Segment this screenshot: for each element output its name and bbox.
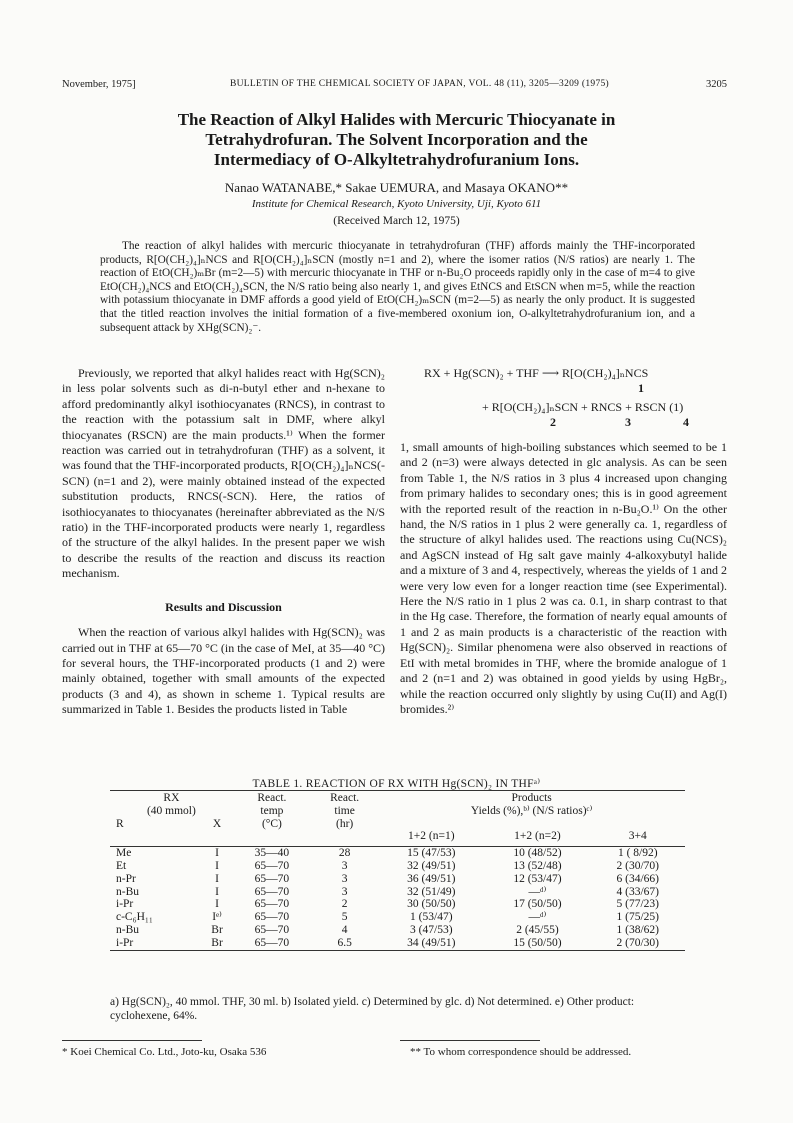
table-cell: i-Pr	[116, 936, 134, 949]
table-row	[110, 860, 685, 873]
table-row	[110, 886, 685, 899]
title-line: Intermediacy of O-Alkyltetrahydrofuranium Ions.	[213, 150, 580, 169]
intro-paragraph: Previously, we reported that alkyl halides react with Hg(SCN)₂ in less polar solvents such as di-n-butyl ether and n-hexane to afford predominantly alkyl isothiocyanates (RNCS), in contrast to the reaction with the potassium salt in DMF, where alkyl thiocyanates (RSCN) are the main products.¹⁾ When the former reaction was carried out in tetrahydrofuran (THF) as a solvent, it was found that the THF-incorporated products, R[O(CH₂)₄]ₙNCS(-SCN) (n=1 and 2), were mainly obtained instead of the expected substitution products, RNCS(-SCN). Here, the ratios of isothiocyanates to thiocyanates (hereinafter abbreviated as the N/S ratio) in the THF-incorporated products were nearly 1, regardless of the structure of the alkyl halides. In the present paper we wish to describe the results of the reaction and discuss its reaction mechanism.	[62, 366, 385, 581]
paper-title	[80, 110, 713, 170]
table-cell: 35—40	[254, 847, 290, 860]
th-yields: Yields (%),ᵇ⁾ (N/S ratios)ᶜ⁾	[470, 804, 593, 817]
table-cell: 3 (47/53)	[410, 923, 453, 936]
table-cell: 17 (50/50)	[513, 898, 562, 911]
table-cell: 32 (51/49)	[407, 885, 456, 898]
th-rx-sub: (40 mmol)	[146, 804, 196, 817]
table-row	[110, 873, 685, 886]
table-cell: Br	[211, 923, 223, 936]
table-caption: TABLE 1. REACTION OF RX WITH Hg(SCN)₂ IN THFᵃ⁾	[252, 778, 541, 790]
table-row	[110, 924, 685, 937]
table-row	[110, 911, 685, 924]
table-cell: 65—70	[254, 911, 290, 924]
table-cell: 15 (50/50)	[513, 936, 562, 949]
received-date: (Received March 12, 1975)	[333, 215, 460, 227]
th-time-2: time	[334, 804, 355, 817]
table-cell: 2	[341, 898, 348, 911]
table-cell: Iᵉ⁾	[212, 911, 222, 924]
scheme-label-1: 1	[638, 381, 644, 395]
table-cell: 4 (33/67)	[616, 885, 659, 898]
reaction-scheme	[400, 366, 727, 440]
scheme-line-2: + R[O(CH₂)₄]ₙSCN + RNCS + RSCN (1)	[482, 400, 684, 414]
th-temp-2: temp	[260, 804, 284, 817]
discussion-paragraph: 1, small amounts of high-boiling substances which seemed to be 1 and 2 (n=3) were always detected in glc analysis. As can be seen from Table 1, the N/S ratios in 3 plus 4 increased upon changing from primary halides to secondary ones; this is in good agreement with the reported result of the reaction in n-Bu₂O.¹⁾ On the other hand, the N/S ratios in 1 plus 2 were generally ca. 1, regardless of the structure of alkyl halides used. The reactions using Cu(NCS)₂ and AgSCN instead of Hg salt gave mainly 4-alkoxybutyl halide and a mixture of 3 and 4, respectively, whereas the yields of 1 and 2 were very low even for a longer reaction time (see Experimental). Here the N/S ratio in 1 plus 2 was ca. 0.1, in sharp contrast to that in the Hg case. Therefore, the formation of nearly equal amounts of 1 and 2 as main products is a characteristic of the reaction with Hg(SCN)₂. Similar phenomena were also observed in reactions of EtI with metal bromides in THF, where the bromide analogue of 1 and 2 (n=1 and 2) was obtained in good yields by using HgBr₂, while the reaction occurred only slightly by using Cu(II) and Ag(I) bromides.²⁾	[400, 440, 727, 716]
table-cell: 65—70	[254, 898, 290, 911]
table-notes: a) Hg(SCN)₂, 40 mmol. THF, 30 ml. b) Isolated yield. c) Determined by glc. d) Not determined. e) Other product: cyclohexene, 64%.	[110, 996, 635, 1022]
table-cell: 3	[341, 872, 348, 885]
table-cell: 1 (38/62)	[616, 923, 659, 936]
table-cell: 6.5	[337, 936, 352, 949]
table-cell: I	[215, 847, 219, 860]
left-column	[62, 366, 385, 718]
th-temp-3: (°C)	[261, 817, 282, 830]
table-cell: c-C₆H₁₁	[116, 911, 153, 924]
table-cell: 12 (53/47)	[513, 872, 562, 885]
scheme-label-4: 4	[683, 415, 689, 429]
table-cell: I	[215, 859, 219, 872]
table-cell: 65—70	[254, 936, 290, 949]
table-cell: Br	[211, 936, 223, 949]
header-page-number: 3205	[706, 79, 727, 90]
right-column	[400, 366, 727, 717]
table-cell: —ᵈ⁾	[528, 911, 547, 924]
table-cell: 1 ( 8/92)	[617, 847, 658, 860]
header-date: November, 1975]	[62, 79, 136, 90]
table-cell: 3	[341, 859, 348, 872]
table-cell: 65—70	[254, 872, 290, 885]
th-products: Products	[511, 792, 552, 804]
scheme-label-2: 2	[550, 415, 556, 429]
table-cell: I	[215, 885, 219, 898]
footnote-rule-right	[400, 1040, 540, 1041]
scheme-line-1: RX + Hg(SCN)₂ + THF ⟶ R[O(CH₂)₄]ₙNCS	[424, 366, 649, 380]
table-cell: 13 (52/48)	[513, 859, 562, 872]
table-cell: —ᵈ⁾	[528, 885, 547, 898]
table-row	[110, 937, 685, 950]
table-cell: 1 (53/47)	[410, 911, 453, 924]
th-r: R	[116, 817, 124, 830]
title-line: The Reaction of Alkyl Halides with Mercuric Thiocyanate in	[177, 110, 616, 129]
th-x: X	[212, 817, 222, 830]
table-cell: n-Pr	[116, 872, 136, 885]
table-header-row	[110, 830, 685, 846]
table-body	[110, 847, 685, 950]
institution: Institute for Chemical Research, Kyoto University, Uji, Kyoto 611	[251, 198, 542, 210]
table-top-rule	[110, 790, 685, 791]
title-line: Tetrahydrofuran. The Solvent Incorporation and the	[205, 130, 588, 149]
th-col-2: 1+2 (n=2)	[514, 830, 561, 843]
th-time-3: (hr)	[336, 817, 354, 830]
table-cell: 15 (47/53)	[407, 847, 456, 860]
table-cell: 5 (77/23)	[616, 898, 659, 911]
table-cell: 2 (70/30)	[616, 936, 659, 949]
th-rx: RX	[163, 792, 180, 804]
th-col-1: 1+2 (n=1)	[408, 830, 455, 843]
abstract: The reaction of alkyl halides with mercuric thiocyanate in tetrahydrofuran (THF) affords mainly the THF-incorporated products, R[O(CH₂)₄]ₙNCS and R[O(CH₂)₄]ₙSCN (mostly n=1 and 2), where the isomer ratios (N/S ratios) are nearly 1. The reaction of EtO(CH₂)ₘBr (m=2—5) with mercuric thiocyanate in THF or n-Bu₂O proceeds rapidly only in the case of m=4 to give EtO(CH₂)₄NCS and EtO(CH₂)₄SCN, the N/S ratio being also nearly 1, and gives EtNCS and EtSCN when m=5, while the reaction with potassium thiocyanate in DMF affords a good yield of EtO(CH₂)ₘSCN (m=2—5) as nearly the only product. It is suggested that the titled reaction involves the initial formation of a five-membered oxonium ion, O-alkyltetrahydrofuranium ion, and a subsequent attack by XHg(SCN)₂⁻.	[100, 240, 695, 334]
authors: Nanao WATANABE,* Sakae UEMURA, and Masaya OKANO**	[224, 180, 569, 195]
table-cell: 65—70	[254, 923, 290, 936]
table-cell: I	[215, 872, 219, 885]
table-cell: 5	[341, 911, 348, 924]
th-time: React.	[330, 792, 360, 804]
th-col-3: 3+4	[628, 830, 647, 843]
table-row	[110, 898, 685, 911]
table-cell: n-Bu	[116, 923, 139, 936]
table-cell: Me	[116, 847, 132, 860]
table-cell: 32 (49/51)	[407, 859, 456, 872]
results-paragraph: When the reaction of various alkyl halides with Hg(SCN)₂ was carried out in THF at 65—70 °C (in the case of MeI, at 35—40 °C) for several hours, the THF-incorporated products (1 and 2) were mainly obtained, together with small amounts of the expected products (3 and 4), as shown in scheme 1. Typical results are summarized in Table 1. Besides the products listed in Table	[62, 625, 385, 717]
table-header-row	[110, 818, 685, 831]
table-cell: 36 (49/51)	[407, 872, 456, 885]
results-table	[110, 792, 685, 951]
table-cell: n-Bu	[116, 885, 139, 898]
table-cell: 65—70	[254, 885, 290, 898]
table-cell: 34 (49/51)	[407, 936, 456, 949]
table-cell: 28	[338, 847, 351, 860]
table-cell: 1 (75/25)	[616, 911, 659, 924]
table-cell: Et	[116, 859, 127, 872]
table-header-row	[110, 792, 685, 805]
table-cell: 3	[341, 885, 348, 898]
footnote-rule-left	[62, 1040, 202, 1041]
footnote-right: ** To whom correspondence should be addressed.	[410, 1046, 632, 1058]
scheme-label-3: 3	[625, 415, 631, 429]
table-cell: 65—70	[254, 859, 290, 872]
table-cell: 10 (48/52)	[513, 847, 562, 860]
table-cell: i-Pr	[116, 898, 134, 911]
th-temp: React.	[257, 792, 287, 804]
table-cell: 2 (45/55)	[516, 923, 559, 936]
table-cell: 2 (30/70)	[616, 859, 659, 872]
section-heading: Results and Discussion	[165, 599, 282, 614]
table-cell: I	[215, 898, 219, 911]
table-cell: 4	[341, 923, 348, 936]
header-journal: BULLETIN OF THE CHEMICAL SOCIETY OF JAPAN, VOL. 48 (11), 3205—3209 (1975)	[230, 79, 610, 89]
footnote-left: * Koei Chemical Co. Ltd., Joto-ku, Osaka 536	[62, 1046, 267, 1058]
table-row	[110, 847, 685, 860]
table-cell: 6 (34/66)	[616, 872, 659, 885]
table-cell: 30 (50/50)	[407, 898, 456, 911]
table-header-row	[110, 805, 685, 818]
